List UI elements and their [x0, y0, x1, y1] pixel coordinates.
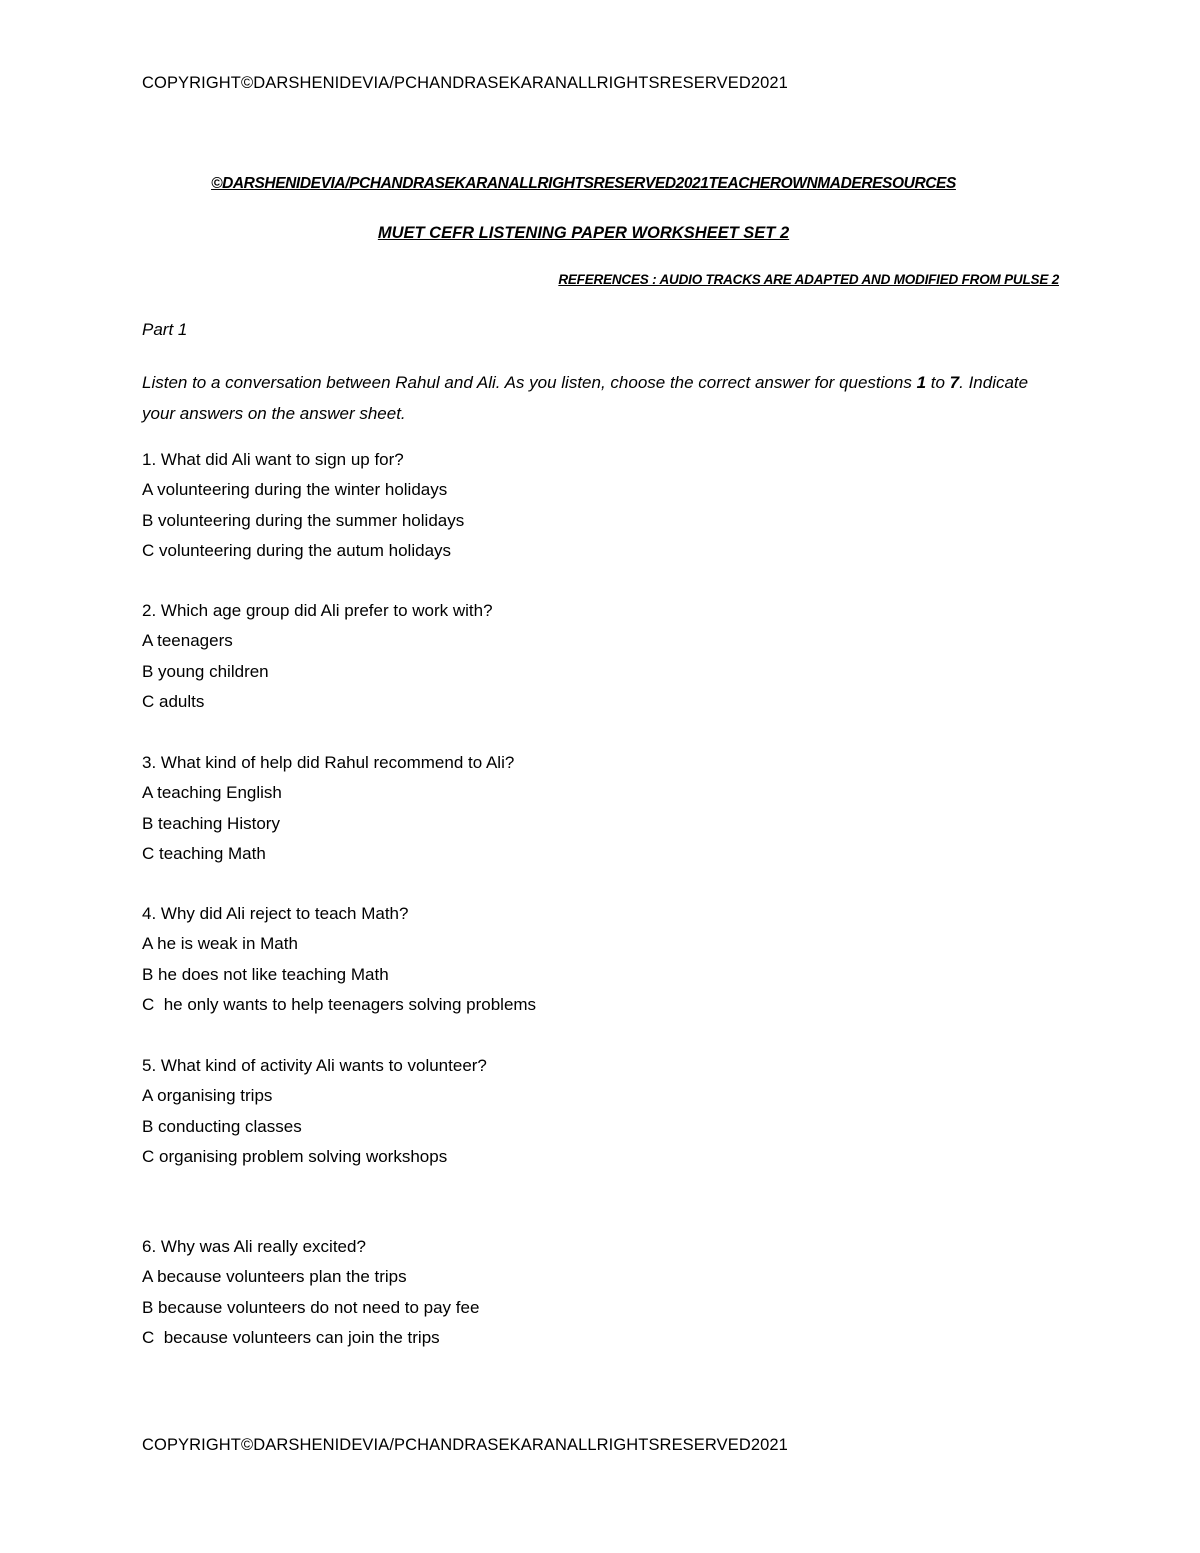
- option-a: A volunteering during the winter holidays: [142, 480, 448, 500]
- option-c: C he only wants to help teenagers solving problems: [142, 994, 537, 1014]
- option-c: C organising problem solving workshops: [142, 1146, 448, 1166]
- question-text: 1. What did Ali want to sign up for?: [142, 450, 404, 469]
- option-c: C teaching Math: [142, 843, 266, 863]
- instructions: Listen to a conversation between Rahul and Ali. As you listen, choose the correct answer for questions 1 to 7. Indicate your answers on the answer sheet.: [142, 373, 1029, 423]
- question-text: 3. What kind of help did Rahul recommend to Ali?: [142, 753, 515, 772]
- question-5: [142, 1051, 487, 1172]
- option-b: B teaching History: [142, 813, 280, 833]
- option-a: A because volunteers plan the trips: [142, 1267, 407, 1287]
- references-note: REFERENCES : AUDIO TRACKS ARE ADAPTED AND MODIFIED FROM PULSE 2: [558, 272, 1059, 287]
- page-header: COPYRIGHT©DARSHENIDEVIA/PCHANDRASEKARANALLRIGHTSRESERVED2021: [142, 74, 788, 92]
- option-c: C because volunteers can join the trips: [142, 1327, 440, 1347]
- question-4: [142, 899, 536, 1020]
- question-1: [142, 445, 464, 566]
- question-text: 6. Why was Ali really excited?: [142, 1237, 366, 1256]
- option-b: B volunteering during the summer holidays: [142, 510, 465, 530]
- option-b: B because volunteers do not need to pay fee: [142, 1297, 480, 1317]
- question-6: [142, 1232, 479, 1353]
- option-a: A teaching English: [142, 783, 282, 803]
- part-heading: Part 1: [142, 320, 188, 339]
- question-3: [142, 748, 514, 869]
- option-b: B young children: [142, 661, 269, 681]
- option-b: B conducting classes: [142, 1116, 302, 1136]
- option-a: A he is weak in Math: [142, 934, 298, 954]
- option-b: B he does not like teaching Math: [142, 964, 389, 984]
- question-text: 2. Which age group did Ali prefer to work with?: [142, 601, 493, 620]
- worksheet-title: MUET CEFR LISTENING PAPER WORKSHEET SET 2: [377, 224, 790, 242]
- option-c: C volunteering during the autum holidays: [142, 540, 452, 560]
- question-2: [142, 596, 493, 717]
- option-a: A organising trips: [142, 1086, 273, 1106]
- option-a: A teenagers: [142, 631, 233, 651]
- option-c: C adults: [142, 691, 205, 711]
- question-text: 5. What kind of activity Ali wants to volunteer?: [142, 1056, 487, 1075]
- copyright-title: ©DARSHENIDEVIA/PCHANDRASEKARANALLRIGHTSRESERVED2021TEACHEROWNMADERESOURCES: [211, 175, 956, 192]
- question-text: 4. Why did Ali reject to teach Math?: [142, 904, 409, 923]
- page-footer: COPYRIGHT©DARSHENIDEVIA/PCHANDRASEKARANALLRIGHTSRESERVED2021: [142, 1436, 788, 1454]
